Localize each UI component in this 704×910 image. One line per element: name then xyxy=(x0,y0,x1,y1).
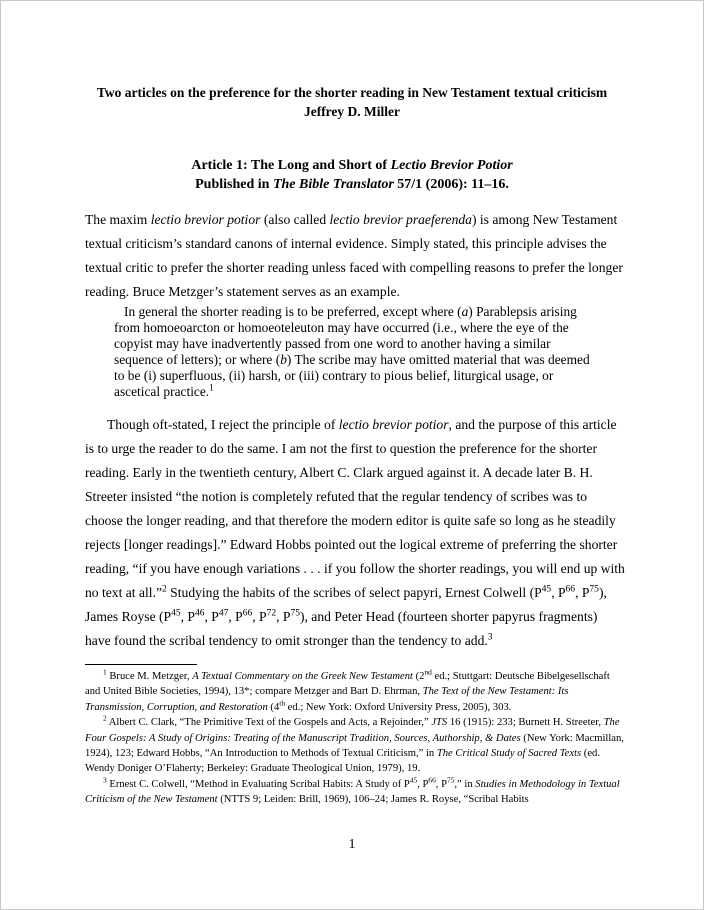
article-publication: Published in The Bible Translator 57/1 (2006): 11–16. xyxy=(195,177,509,192)
article-heading xyxy=(1,156,703,194)
document-title: Two articles on the preference for the shorter reading in New Testament textual criticism xyxy=(96,85,608,100)
footnote-separator xyxy=(85,664,197,665)
footnote-3: $^3$ Ernest C. Colwell, “Method in Evaluating Scribal Habits: A Study of $P^{45}$, $P^{66}$, $P^{75}$,” in Studies in Methodology in Textual Criticism of the New Testament (NTTS 9; Leiden: Brill, 1969), 106–24; James R. Royse, “Scribal Habits xyxy=(85,775,620,806)
footnote-ref-3: 3 xyxy=(487,632,493,643)
footnote-ref-2: 2 xyxy=(162,584,167,595)
footnote-ref-1: 1 xyxy=(209,383,214,394)
footnote-1: $^1$ Bruce M. Metzger, A Textual Commentary on the Greek New Testament (2nd ed.; Stuttgart: Deutsche Bibelgesellschaft and United Bible Societies, 1994), 13*; compare Metzger and Bart D. Ehrman, The Text of the New Testament: Its Transmission, Corruption, and Restoration (4th ed.; New York: Oxford University Press, 2005), 303. xyxy=(85,667,610,713)
page-number: 1 xyxy=(348,837,356,852)
footnotes xyxy=(85,669,625,808)
document-author: Jeffrey D. Miller xyxy=(303,104,401,119)
paragraph-argument: Though oft-stated, I reject the principle of lectio brevior potior, and the purpose of this article is to urge the reader to do the same. I am not the first to question the preference for the shorter reading. Early in the twentieth century, Albert C. Clark argued against it. A decade later B. H. Streeter insisted “the notion is completely refuted that the regular tendency of scribes was to choose the longer reading, and that therefore the modern editor is quite safe so long as he steadily rejects [longer readings].” Edward Hobbs pointed out the logical extreme of preferring the shorter reading, “if you have enough variations . . . if you follow the shorter readings, you will end up with no text at all.”$^2$ Studying the habits of the scribes of select papyri, Ernest Colwell ($P^{45}$, $P^{66}$, $P^{75}$), James Royse ($P^{45}$, $P^{46}$, $P^{47}$, $P^{66}$, $P^{72}$, $P^{75}$), and Peter Head (fourteen shorter papyrus fragments) have found the scribal tendency to omit stronger than the tendency to add.$^3$ xyxy=(85,417,625,648)
paragraph-intro: The maxim lectio brevior potior (also called lectio brevior praeferenda) is among New Testament textual criticism’s standard canons of internal evidence. Simply stated, this principle advises the textual critic to prefer the shorter reading unless faced with compelling reasons to prefer the longer reading. Bruce Metzger’s statement serves as an example. xyxy=(85,212,623,299)
footnote-2: $^2$ Albert C. Clark, “The Primitive Text of the Gospels and Acts, a Rejoinder,” JTS 16 (1915): 233; Burnett H. Streeter, The Four Gospels: A Study of Origins: Treating of the Manuscript Tradition, Sources, Authorship, & Dates (New York: Macmillan, 1924), 123; Edward Hobbs, “An Introduction to Methods of Textual Criticism,” in The Critical Study of Sacred Texts (ed. Wendy Doniger O’Flaherty; Berkeley: Graduate Theological Union, 1979), 19. xyxy=(85,713,624,775)
document-header xyxy=(1,83,703,121)
block-quote: In general the shorter reading is to be preferred, except where (a) Parablepsis arising from homoeoarcton or homoeoteleuton may have occurred (i.e., where the eye of the copyist may have inadvertently passed from one word to another having a similar sequence of letters); or where (b) The scribe may have omitted material that was deemed to be (i) superfluous, (ii) harsh, or (iii) contrary to pious belief, liturgical usage, or ascetical practice.$^1$ xyxy=(114,304,590,399)
article-title: Article 1: The Long and Short of Lectio Brevior Potior xyxy=(191,158,513,173)
